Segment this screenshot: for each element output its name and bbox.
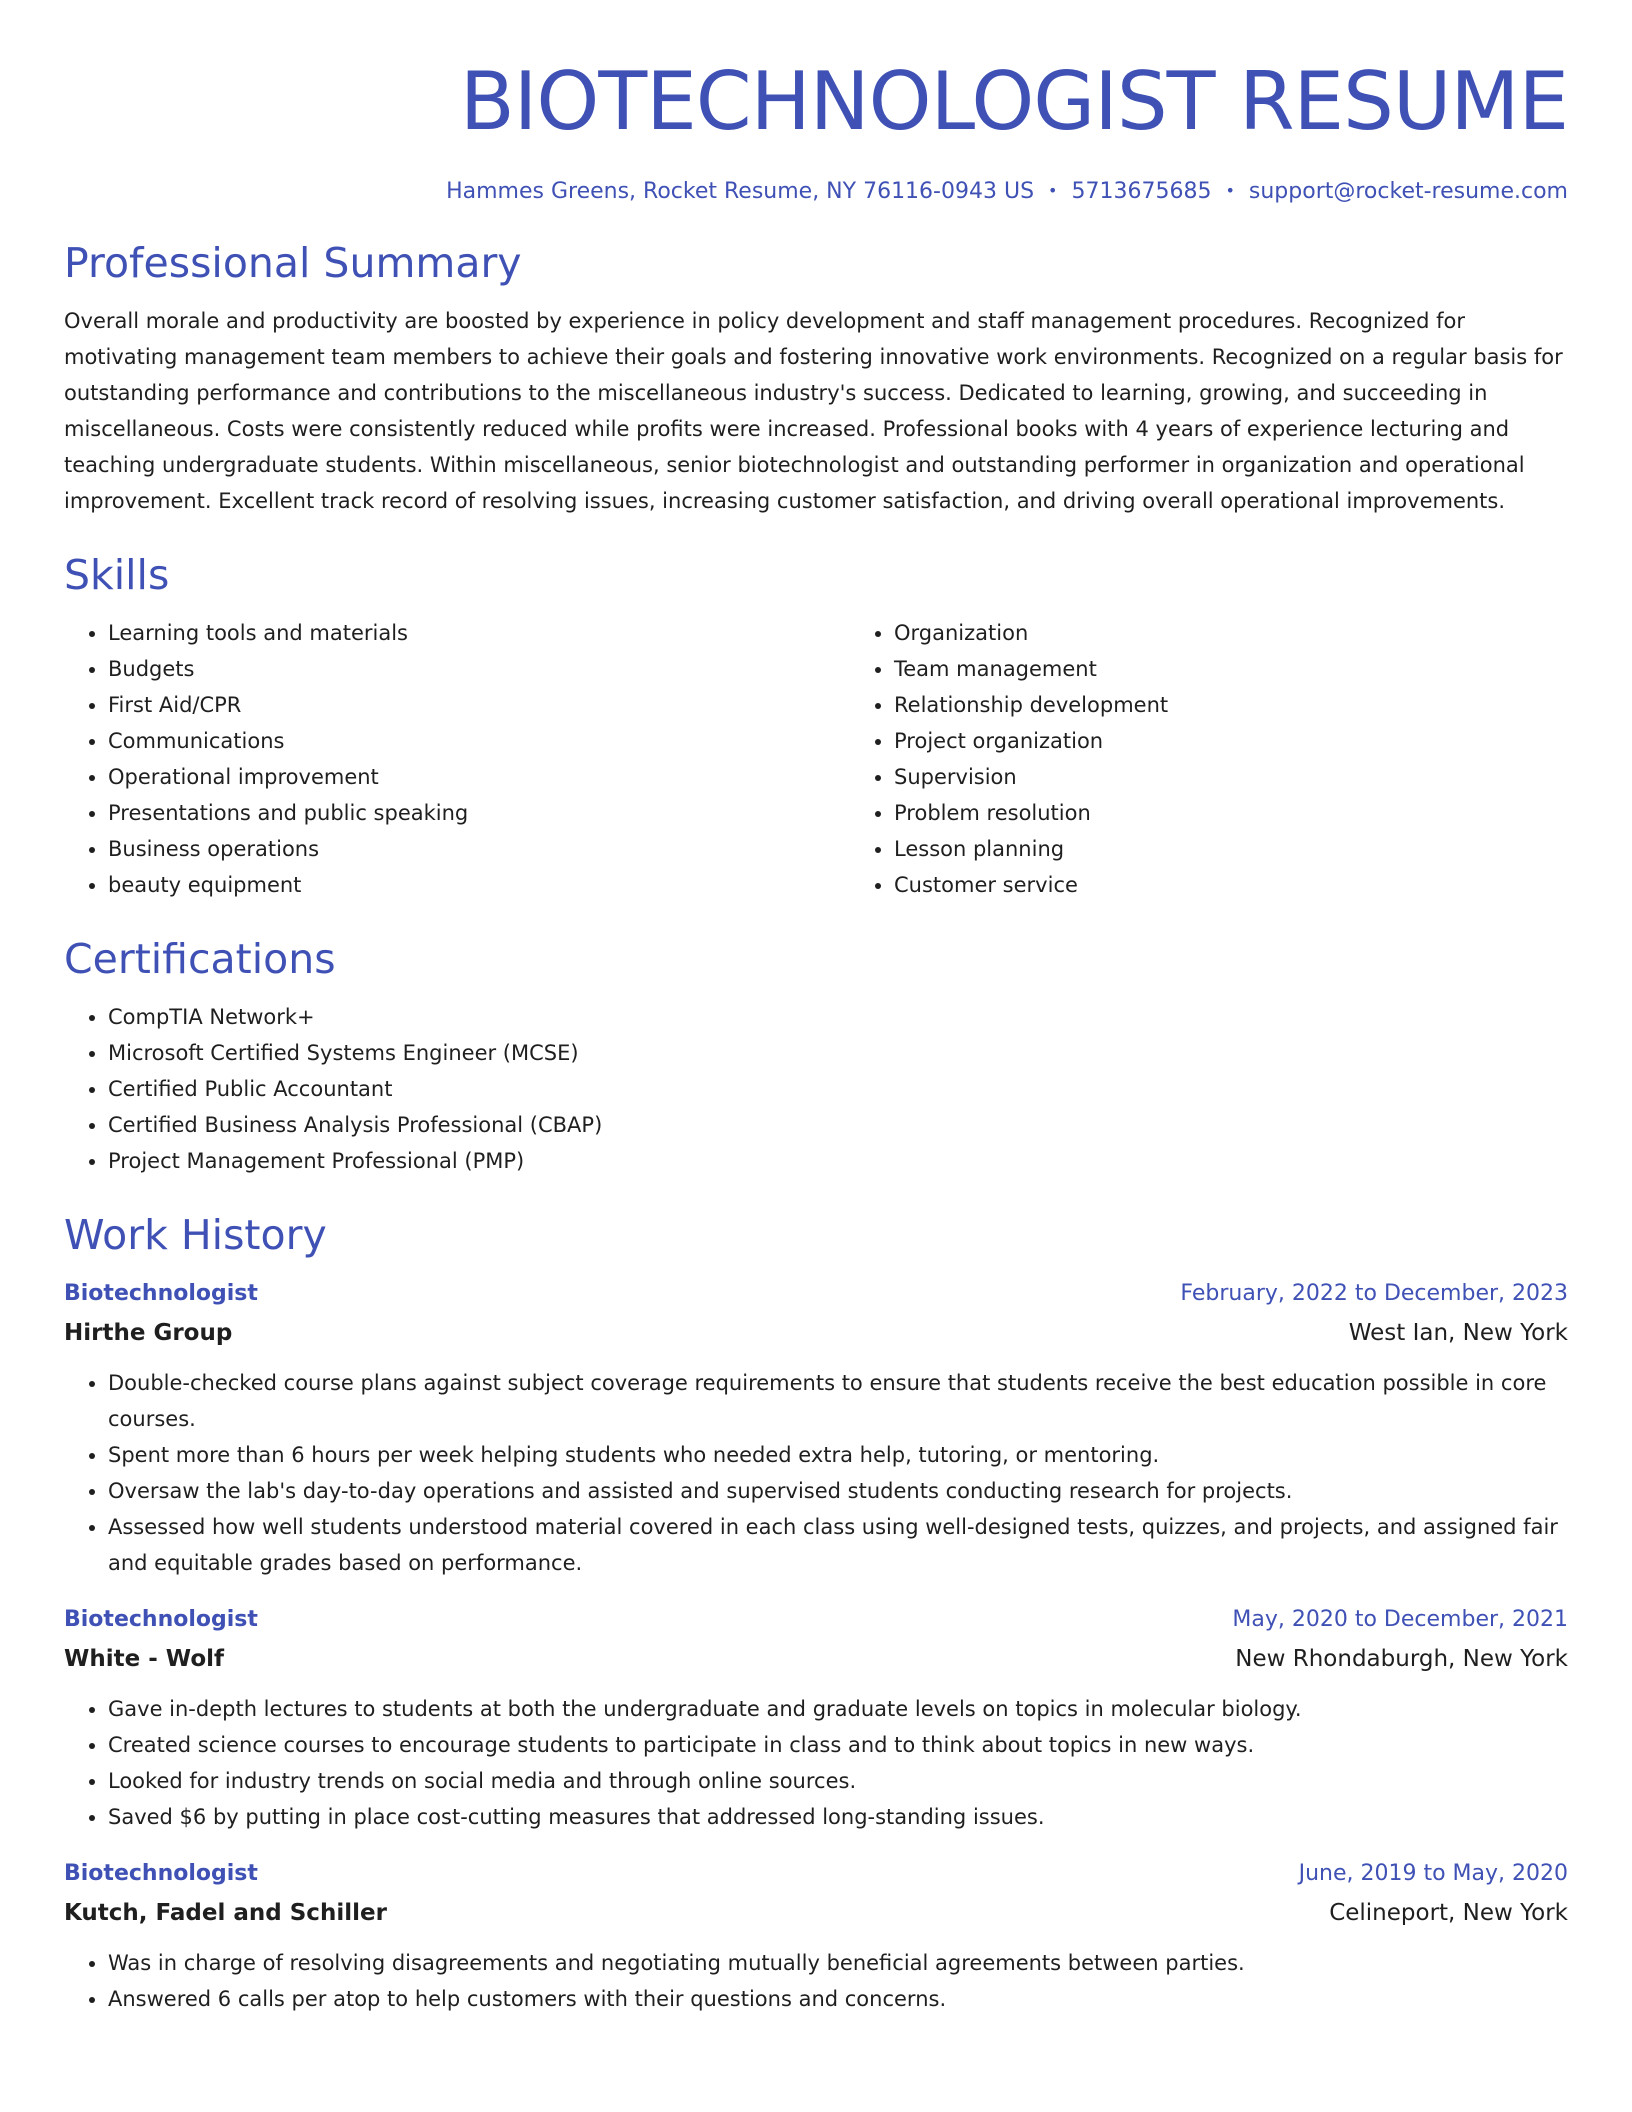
job-duty-item: • Looked for industry trends on social media and through online sources. xyxy=(108,1763,1568,1799)
job-entry xyxy=(64,1601,1568,1835)
job-title-row xyxy=(64,1855,1568,1893)
skill-item: • beauty equipment xyxy=(108,867,850,903)
skill-item: • Customer service xyxy=(894,867,1168,903)
job-company: Kutch, Fadel and Schiller xyxy=(64,1900,387,1926)
job-location: Celineport, New York xyxy=(1329,1900,1568,1926)
job-company-row xyxy=(64,1639,1568,1679)
skill-item: • Communications xyxy=(108,723,850,759)
certification-item: • CompTIA Network+ xyxy=(108,999,1568,1035)
job-entry xyxy=(64,1855,1568,2017)
job-company-row xyxy=(64,1893,1568,1933)
job-duties-list xyxy=(64,1945,1568,2017)
work-history-section xyxy=(64,1209,1568,2017)
certifications-heading: Certifications xyxy=(64,935,336,983)
skill-item: • Lesson planning xyxy=(894,831,1168,867)
job-dates: May, 2020 to December, 2021 xyxy=(1232,1607,1568,1632)
job-duty-item: • Spent more than 6 hours per week helping students who needed extra help, tutoring, or mentoring. xyxy=(108,1437,1568,1473)
skill-item: • Problem resolution xyxy=(894,795,1168,831)
summary-text: Overall morale and productivity are boosted by experience in policy development and staff management procedures. Recognized for motivating management team members to achieve their goals and fostering innovative work environments. Recognized on a regular basis for outstanding performance and contributions to the miscellaneous industry's success. Dedicated to learning, growing, and succeeding in miscellaneous. Costs were consistently reduced while profits were increased. Professional books with 4 years of experience lecturing and teaching undergraduate students. Within miscellaneous, senior biotechnologist and outstanding performer in organization and operational improvement. Excellent track record of resolving issues, increasing customer satisfaction, and driving overall operational improvements. xyxy=(64,309,1563,513)
job-duty-item: • Was in charge of resolving disagreements and negotiating mutually beneficial agreements between parties. xyxy=(108,1945,1568,1981)
job-duty-item: • Oversaw the lab's day-to-day operations and assisted and supervised students conducting research for projects. xyxy=(108,1473,1568,1509)
job-duties-list xyxy=(64,1691,1568,1835)
certification-item: • Certified Business Analysis Professional (CBAP) xyxy=(108,1107,1568,1143)
contact-address: Hammes Greens, Rocket Resume, NY 76116-0943 US xyxy=(446,179,1035,204)
job-duty-item: • Created science courses to encourage students to participate in class and to think about topics in new ways. xyxy=(108,1727,1568,1763)
skill-item: • Budgets xyxy=(108,651,850,687)
job-location: New Rhondaburgh, New York xyxy=(1235,1646,1568,1672)
skills-list-left xyxy=(64,615,850,903)
contact-email[interactable]: support@rocket-resume.com xyxy=(1248,179,1568,204)
skill-item: • Team management xyxy=(894,651,1168,687)
job-duty-item: • Double-checked course plans against subject coverage requirements to ensure that students receive the best education possible in core courses. xyxy=(108,1365,1568,1437)
job-duty-item: • Answered 6 calls per atop to help customers with their questions and concerns. xyxy=(108,1981,1568,2017)
skills-list-right xyxy=(850,615,1168,903)
skills-section xyxy=(64,549,1568,903)
certification-item: • Project Management Professional (PMP) xyxy=(108,1143,1568,1179)
skill-item: • First Aid/CPR xyxy=(108,687,850,723)
work-history-heading: Work History xyxy=(64,1211,327,1259)
job-duty-item: • Assessed how well students understood material covered in each class using well-designed tests, quizzes, and projects, and assigned fair and equitable grades based on performance. xyxy=(108,1509,1568,1581)
job-company: Hirthe Group xyxy=(64,1320,233,1346)
job-dates: June, 2019 to May, 2020 xyxy=(1298,1861,1568,1886)
certification-item: • Microsoft Certified Systems Engineer (MCSE) xyxy=(108,1035,1568,1071)
skill-item: • Supervision xyxy=(894,759,1168,795)
job-location: West Ian, New York xyxy=(1348,1320,1568,1346)
job-title-row xyxy=(64,1601,1568,1639)
certifications-section xyxy=(64,933,1568,1179)
contact-separator: • xyxy=(1225,181,1235,200)
job-company-row xyxy=(64,1313,1568,1353)
job-title-row xyxy=(64,1275,1568,1313)
job-title: Biotechnologist xyxy=(64,1861,258,1886)
skill-item: • Operational improvement xyxy=(108,759,850,795)
certifications-list xyxy=(64,999,1568,1179)
job-duties-list xyxy=(64,1365,1568,1581)
job-duty-item: • Gave in-depth lectures to students at both the undergraduate and graduate levels on topics in molecular biology. xyxy=(108,1691,1568,1727)
skill-item: • Organization xyxy=(894,615,1168,651)
skills-grid xyxy=(64,615,1568,903)
summary-heading: Professional Summary xyxy=(64,239,522,287)
job-entry xyxy=(64,1275,1568,1581)
resume-title: BIOTECHNOLOGIST RESUME xyxy=(459,55,1568,148)
skill-item: • Relationship development xyxy=(894,687,1168,723)
skill-item: • Business operations xyxy=(108,831,850,867)
job-title: Biotechnologist xyxy=(64,1281,258,1306)
contact-separator: • xyxy=(1048,181,1058,200)
certification-item: • Certified Public Accountant xyxy=(108,1071,1568,1107)
contact-phone: 5713675685 xyxy=(1071,179,1212,204)
resume-header xyxy=(64,52,1568,207)
skill-item: • Presentations and public speaking xyxy=(108,795,850,831)
job-duty-item: • Saved $6 by putting in place cost-cutting measures that addressed long-standing issues. xyxy=(108,1799,1568,1835)
skill-item: • Learning tools and materials xyxy=(108,615,850,651)
contact-line xyxy=(64,176,1568,207)
summary-section xyxy=(64,237,1568,519)
job-dates: February, 2022 to December, 2023 xyxy=(1180,1281,1568,1306)
skill-item: • Project organization xyxy=(894,723,1168,759)
job-company: White - Wolf xyxy=(64,1646,225,1672)
skills-heading: Skills xyxy=(64,551,170,599)
job-title: Biotechnologist xyxy=(64,1607,258,1632)
